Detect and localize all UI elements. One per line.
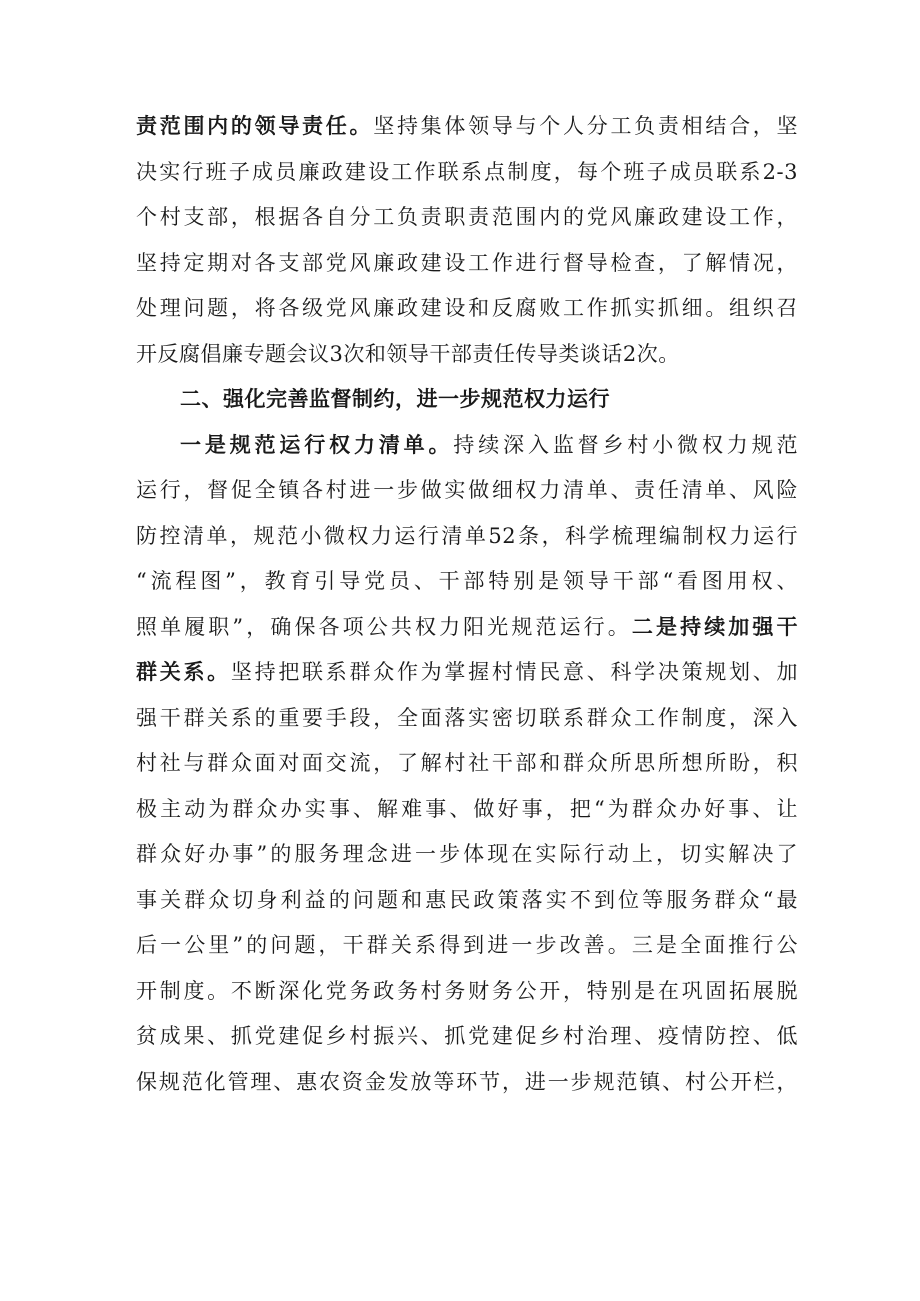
text-line: 处理问题，将各级党风廉政建设和反腐败工作抓实抓细。组织召 [136, 296, 798, 320]
paragraph-2 [136, 423, 798, 1106]
line-text: 坚持把联系群众作为掌握村情民意、科学决策规划、加 [230, 660, 798, 684]
text-line: 后一公里”的问题，干群关系得到进一步改善。三是全面推行公 [136, 933, 798, 957]
text-line: 开制度。不断深化党务政务村务财务公开，特别是在巩固拓展脱 [136, 978, 798, 1003]
section-heading: 二、强化完善监督制约，进一步规范权力运行 [180, 387, 610, 411]
text-line: 防控清单，规范小微权力运行清单52条，科学梳理编制权力运行 [136, 523, 798, 548]
line-text: 坚持集体领导与个人分工负责相结合，坚 [373, 114, 799, 138]
document-body [136, 104, 798, 1105]
text-line: 运行，督促全镇各村进一步做实做细权力清单、责任清单、风险 [136, 478, 798, 502]
text-line [136, 423, 798, 469]
bold-lead-phrase: 责范围内的领导责任。 [136, 114, 374, 138]
text-line: 坚持定期对各支部党风廉政建设工作进行督导检查，了解情况， [136, 250, 798, 275]
line-text: 照单履职”，确保各项公共权力阳光规范运行。 [136, 614, 632, 639]
bold-lead-phrase: 一是规范运行权力清单。 [180, 432, 454, 457]
text-line [136, 650, 798, 696]
paragraph-1 [136, 104, 798, 377]
text-line [136, 605, 798, 651]
text-line: 开反腐倡廉专题会议3次和领导干部责任传导类谈话2次。 [136, 341, 680, 366]
bold-lead-phrase: 二是持续加强干 [631, 614, 799, 639]
text-line: 村社与群众面对面交流，了解村社干部和群众所思所想所盼，积 [136, 751, 798, 775]
text-line: 群众好办事”的服务理念进一步体现在实际行动上，切实解决了 [136, 842, 798, 866]
line-text: 持续深入监督乡村小微权力规范 [453, 432, 799, 457]
text-line: 决实行班子成员廉政建设工作联系点制度，每个班子成员联系2-3 [136, 159, 798, 184]
text-line: 贫成果、抓党建促乡村振兴、抓党建促乡村治理、疫情防控、低 [136, 1024, 798, 1048]
bold-lead-phrase: 群关系。 [136, 660, 231, 684]
text-line: 极主动为群众办实事、解难事、做好事，把“为群众办好事、让 [136, 796, 798, 821]
text-line: 保规范化管理、惠农资金发放等环节，进一步规范镇、村公开栏， [136, 1069, 798, 1094]
text-line [136, 104, 798, 150]
text-line: “流程图”，教育引导党员、干部特别是领导干部“看图用权、 [136, 569, 798, 593]
text-line: 个村支部，根据各自分工负责职责范围内的党风廉政建设工作， [136, 205, 798, 229]
text-line: 事关群众切身利益的问题和惠民政策落实不到位等服务群众“最 [136, 887, 798, 912]
text-line: 强干群关系的重要手段，全面落实密切联系群众工作制度，深入 [136, 705, 798, 730]
